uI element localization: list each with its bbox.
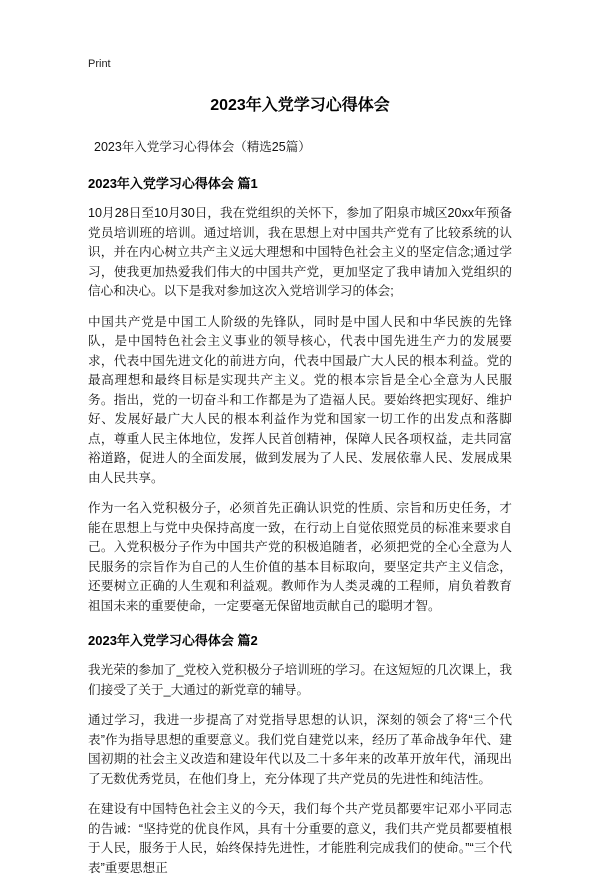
section-heading-2: 2023年入党学习心得体会 篇2 [88,633,258,648]
document-subtitle: 2023年入党学习心得体会（精选25篇） [94,140,311,154]
document-title: 2023年入党学习心得体会 [210,97,390,114]
section-1-paragraph-3: 作为一名入党积极分子，必须首先正确认识党的性质、宗旨和历史任务，才能在思想上与党中央保持高度一致，在行动上自觉依照党员的标准来要求自己。入党积极分子作为中国共产党的积极追随者，必须把党的全心全意为人民服务的宗旨作为自己的人生价值的基本目标取向，要坚定共产主义信念，还要树立正确的人生观和利益观。教师作为人类灵魂的工程师，肩负着教育祖国未来的重要使命，一定要毫无保留地贡献自己的聪明才智。 [88,501,512,613]
section-1-paragraph-2: 中国共产党是中国工人阶级的先锋队，同时是中国人民和中华民族的先锋队，是中国特色社会主义事业的领导核心，代表中国先进生产力的发展要求，代表中国先进文化的前进方向，代表中国最广大人民的根本利益。党的最高理想和最终目标是实现共产主义。党的根本宗旨是全心全意为人民服务。指出，党的一切奋斗和工作都是为了造福人民。要始终把实现好、维护好、发展好最广大人民的根本利益作为党和国家一切工作的出发点和落脚点，尊重人民主体地位，发挥人民首创精神，保障人民各项权益，走共同富裕道路，促进人的全面发展，做到发展为了人民、发展依靠人民、发展成果由人民共享。 [88,314,512,485]
section-2-paragraph-2: 通过学习，我进一步提高了对党指导思想的认识，深刻的领会了将“三个代表”作为指导思想的重要意义。我们党自建党以来，经历了革命战争年代、建国初期的社会主义改造和建设年代以及二十多年来的改革开放年代，涌现出了无数优秀党员，在他们身上，充分体现了共产党员的先进性和纯洁性。 [88,713,512,786]
section-2-paragraph-1: 我光荣的参加了_党校入党积极分子培训班的学习。在这短短的几次课上，我们接受了关于_大通过的新党章的辅导。 [88,663,512,697]
print-button[interactable]: Print [88,58,111,70]
section-1-paragraph-1: 10月28日至10月30日，我在党组织的关怀下，参加了阳泉市城区20xx年预备党员培训班的培训。通过培训，我在思想上对中国共产党有了比较系统的认识，并在内心树立共产主义远大理想和中国特色社会主义的坚定信念;通过学习，使我更加热爱我们伟大的中国共产党，更加坚定了我申请加入党组织的信心和决心。以下是我对参加这次入党培训学习的体会; [88,206,512,298]
section-2-paragraph-3: 在建设有中国特色社会主义的今天，我们每个共产党员都要牢记邓小平同志的告诫：“坚持党的优良作风，具有十分重要的意义，我们共产党员都要植根于人民，服务于人民，始终保持先进性，才能胜利完成我们的使命。”“三个代表”重要思想正 [88,802,512,875]
section-heading-1: 2023年入党学习心得体会 篇1 [88,176,258,191]
